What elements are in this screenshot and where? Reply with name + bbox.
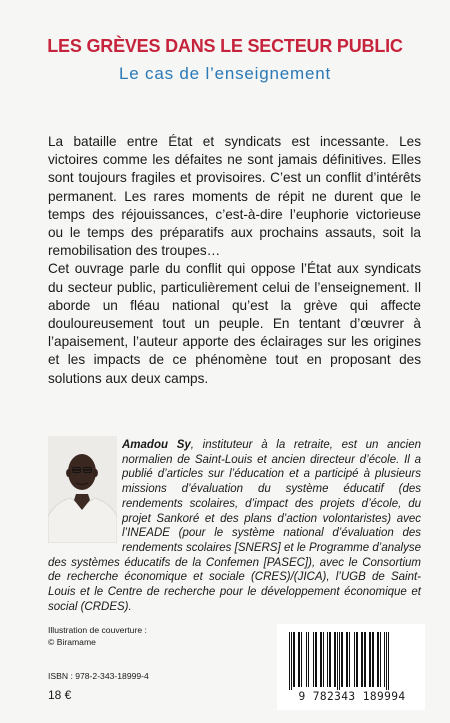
cover-illustration-credit (48, 624, 248, 648)
book-subtitle: Le cas de l’enseignement (119, 64, 331, 83)
book-title: LES GRÈVES DANS LE SECTEUR PUBLIC (47, 36, 403, 56)
summary-paragraph-2: Cet ouvrage parle du conflit qui oppose l’État aux syndicats du secteur public, particulièrement celui de l’enseignement. Il aborde un fléau national qu’est la grève qui affecte douloureusement tout un peuple. En tentant d’œuvrer à l’apaisement, l’auteur apporte des éclairages sur les origines et les impacts de ce phénomène tout en proposant des solutions aux deux camps. (48, 261, 421, 386)
barcode-bars-graphic (287, 632, 415, 690)
author-bio (48, 438, 421, 614)
cover-illustration-artist: © Biramame (48, 637, 96, 647)
price-label: 18 € (48, 688, 72, 702)
summary-paragraph-1: La bataille entre État et syndicats est incessante. Les victoires comme les défaites ne sont jamais définitives. Elles sont toujours fragiles et provisoires. C’est un conflit d’intérêts permanent. Les rares moments de répit ne durent que le temps des réjouissances, c’est-à-dire l’euphorie victorieuse ou le temps des préparatifs aux prochains assauts, soit la remobilisation des troupes… (48, 134, 421, 259)
isbn-label: ISBN : 978-2-343-18999-4 (48, 671, 149, 681)
cover-illustration-label: Illustration de couverture : (48, 625, 147, 635)
author-bio-text: , instituteur à la retraite, est un ancien normalien de Saint-Louis et ancien directeur d’école. Il a publié d’articles sur l’éducation et a participé à plusieurs missions d’évaluation du système éducatif (des rendements scolaires, d’impact des projets d’école, du projet Sankoré et des plans d’action volontaristes) avec l’INEADE (pour le système national d’évaluation des rendements scolaires [SNERS] et le Programme d’analyse des systèmes éducatifs de la Confemen [PASEC]), avec le Consortium de recherche économique et sociale (CRES)/(JICA), l’UGB de Saint-Louis et le Centre de recherche pour le développement économique et social (CRDES). (48, 439, 421, 613)
barcode (277, 624, 425, 710)
author-name: Amadou Sy (122, 439, 191, 451)
book-summary (48, 133, 421, 388)
barcode-digits: 9 782343 189994 (298, 690, 406, 703)
